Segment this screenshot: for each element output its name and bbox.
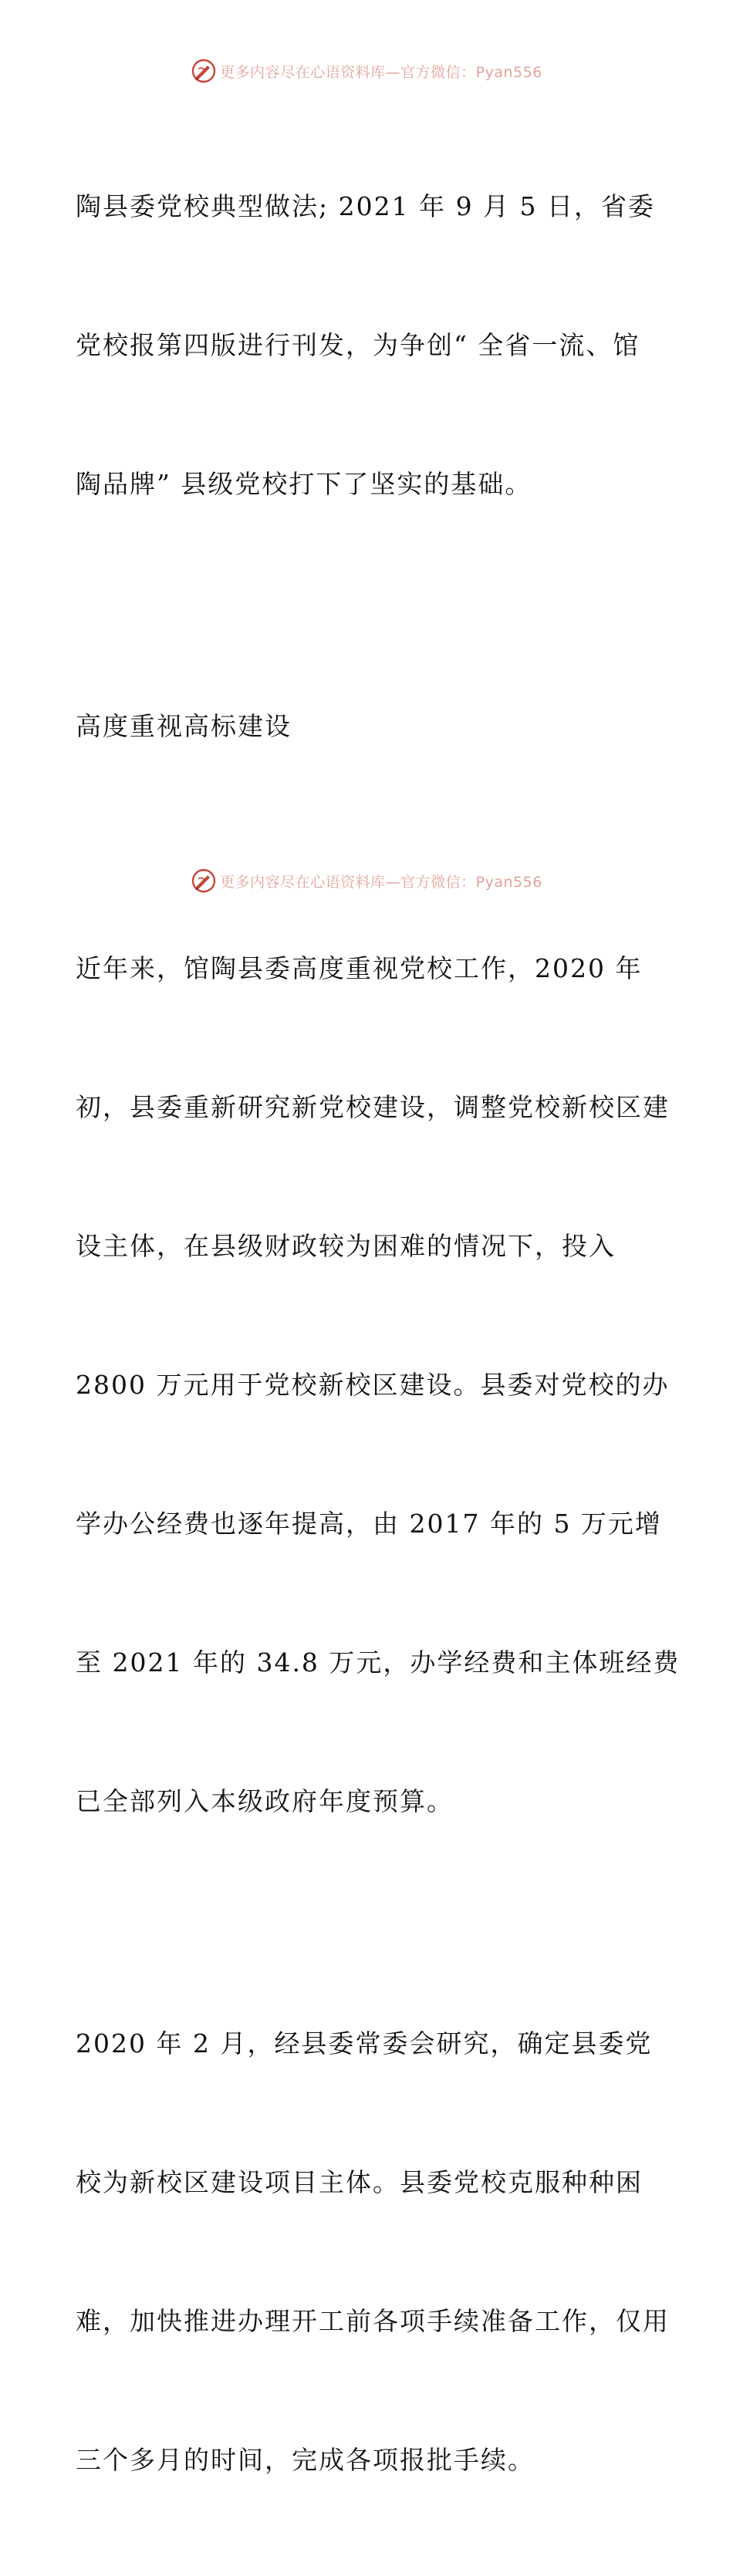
text-line: 陶县委党校典型做法; 2021 年 9 月 5 日，省委 — [76, 191, 656, 221]
text-line: 高度重视高标建设 — [76, 711, 292, 741]
text-line: 学办公经费也逐年提高，由 2017 年的 5 万元增 — [76, 1509, 662, 1539]
text-line: 近年来，馆陶县委高度重视党校工作，2020 年 — [76, 953, 643, 983]
text-line: 校为新校区建设项目主体。县委党校克服种种困 — [76, 2167, 643, 2197]
paragraph — [76, 1928, 670, 2576]
text-line: 三个多月的时间，完成各项报批手续。 — [76, 2445, 535, 2475]
text-line: 陶品牌” 县级党校打下了坚实的基础。 — [76, 469, 532, 499]
text-line: 2800 万元用于党校新校区建设。县委对党校的办 — [76, 1370, 670, 1400]
header-watermark — [0, 56, 733, 86]
watermark-text: 更多内容尽在心语资料库—官方微信：Pyan556 — [220, 873, 542, 891]
document-body — [76, 91, 681, 2576]
pen-logo-icon — [191, 868, 217, 894]
pen-logo-icon — [191, 58, 217, 84]
paragraph — [76, 853, 681, 1917]
text-line: 至 2021 年的 34.8 万元，办学经费和主体班经费 — [76, 1647, 681, 1677]
paragraph — [76, 91, 662, 600]
text-line: 2020 年 2 月，经县委常委会研究，确定县委党 — [76, 2028, 653, 2058]
text-line: 设主体，在县级财政较为困难的情况下，投入 — [76, 1231, 616, 1261]
text-line: 党校报第四版进行刊发，为争创“ 全省一流、馆 — [76, 330, 640, 360]
text-line: 初，县委重新研究新党校建设，调整党校新校区建 — [76, 1092, 670, 1122]
watermark-text: 更多内容尽在心语资料库—官方微信：Pyan556 — [220, 63, 542, 81]
section-heading — [76, 611, 662, 842]
footer-watermark — [0, 865, 733, 896]
text-line: 已全部列入本级政府年度预算。 — [76, 1786, 454, 1816]
text-line: 难，加快推进办理开工前各项手续准备工作，仅用 — [76, 2306, 670, 2336]
